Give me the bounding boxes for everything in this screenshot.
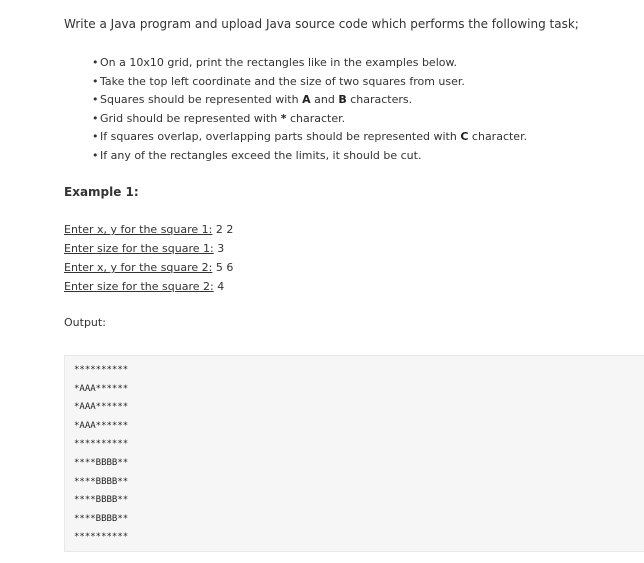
bullet-icon: • xyxy=(92,130,99,143)
task-text-run: Take the top left coordinate and the size of two squares from user. xyxy=(100,74,465,88)
bullet-icon: • xyxy=(92,148,99,162)
grid-row: ********** xyxy=(74,532,129,543)
output-code-block xyxy=(64,355,644,552)
example-input-lines xyxy=(64,222,233,298)
task-item xyxy=(92,111,527,130)
input-value: 5 6 xyxy=(212,261,234,274)
bullet-icon: • xyxy=(92,74,99,88)
task-text-run: characters. xyxy=(346,93,413,106)
grid-row: ****BBBB** xyxy=(74,513,129,524)
task-text xyxy=(100,130,527,143)
task-text-run: character. xyxy=(468,130,528,143)
task-text-run: character. xyxy=(286,111,346,125)
grid-row: *AAA****** xyxy=(74,420,129,431)
grid-row: ****BBBB** xyxy=(74,476,129,487)
task-text-run: If any of the rectangles exceed the limits, it should be cut. xyxy=(100,148,422,162)
task-item xyxy=(92,74,527,93)
input-prompt: Enter x, y for the square 2: xyxy=(64,261,213,274)
grid-row: ********** xyxy=(74,439,129,450)
task-text-run: and xyxy=(310,93,339,106)
task-item xyxy=(92,55,527,74)
bullet-icon: • xyxy=(92,111,99,125)
output-label: Output: xyxy=(64,316,106,329)
grid-row: ****BBBB** xyxy=(74,457,129,468)
bold-text: B xyxy=(338,93,347,106)
task-text-run: If squares overlap, overlapping parts should be represented with xyxy=(100,130,461,143)
input-value: 2 2 xyxy=(212,223,234,236)
task-text xyxy=(100,75,465,88)
task-item xyxy=(92,129,527,148)
task-text xyxy=(100,112,345,125)
task-text-run: Grid should be represented with xyxy=(100,111,281,125)
input-prompt: Enter size for the square 2: xyxy=(64,280,214,293)
input-prompt: Enter size for the square 1: xyxy=(64,242,214,255)
grid-row: ****BBBB** xyxy=(74,495,129,506)
grid-row: *AAA****** xyxy=(74,383,129,394)
grid-row: ********** xyxy=(74,365,129,375)
task-text xyxy=(100,56,457,69)
task-text-run: On a 10x10 grid, print the rectangles like in the examples below. xyxy=(100,56,457,69)
grid-row: *AAA****** xyxy=(74,402,129,413)
example-title: Example 1: xyxy=(64,185,139,199)
bold-text: * xyxy=(280,111,287,125)
grid-output xyxy=(74,362,128,548)
bold-text: A xyxy=(302,93,311,106)
bullet-icon: • xyxy=(92,93,99,106)
input-line xyxy=(64,241,233,260)
task-text-run: Squares should be represented with xyxy=(100,93,303,106)
task-intro: Write a Java program and upload Java source code which performs the following task; xyxy=(64,17,579,31)
task-text xyxy=(100,149,421,162)
task-text xyxy=(100,93,412,106)
input-value: 3 xyxy=(213,242,225,255)
input-line xyxy=(64,260,233,279)
bold-text: C xyxy=(460,130,469,143)
task-item xyxy=(92,148,527,167)
bullet-icon: • xyxy=(92,56,99,69)
task-list xyxy=(92,55,527,166)
task-item xyxy=(92,92,527,111)
input-line xyxy=(64,222,233,241)
input-value: 4 xyxy=(213,280,225,293)
input-prompt: Enter x, y for the square 1: xyxy=(64,223,213,236)
input-line xyxy=(64,279,233,298)
